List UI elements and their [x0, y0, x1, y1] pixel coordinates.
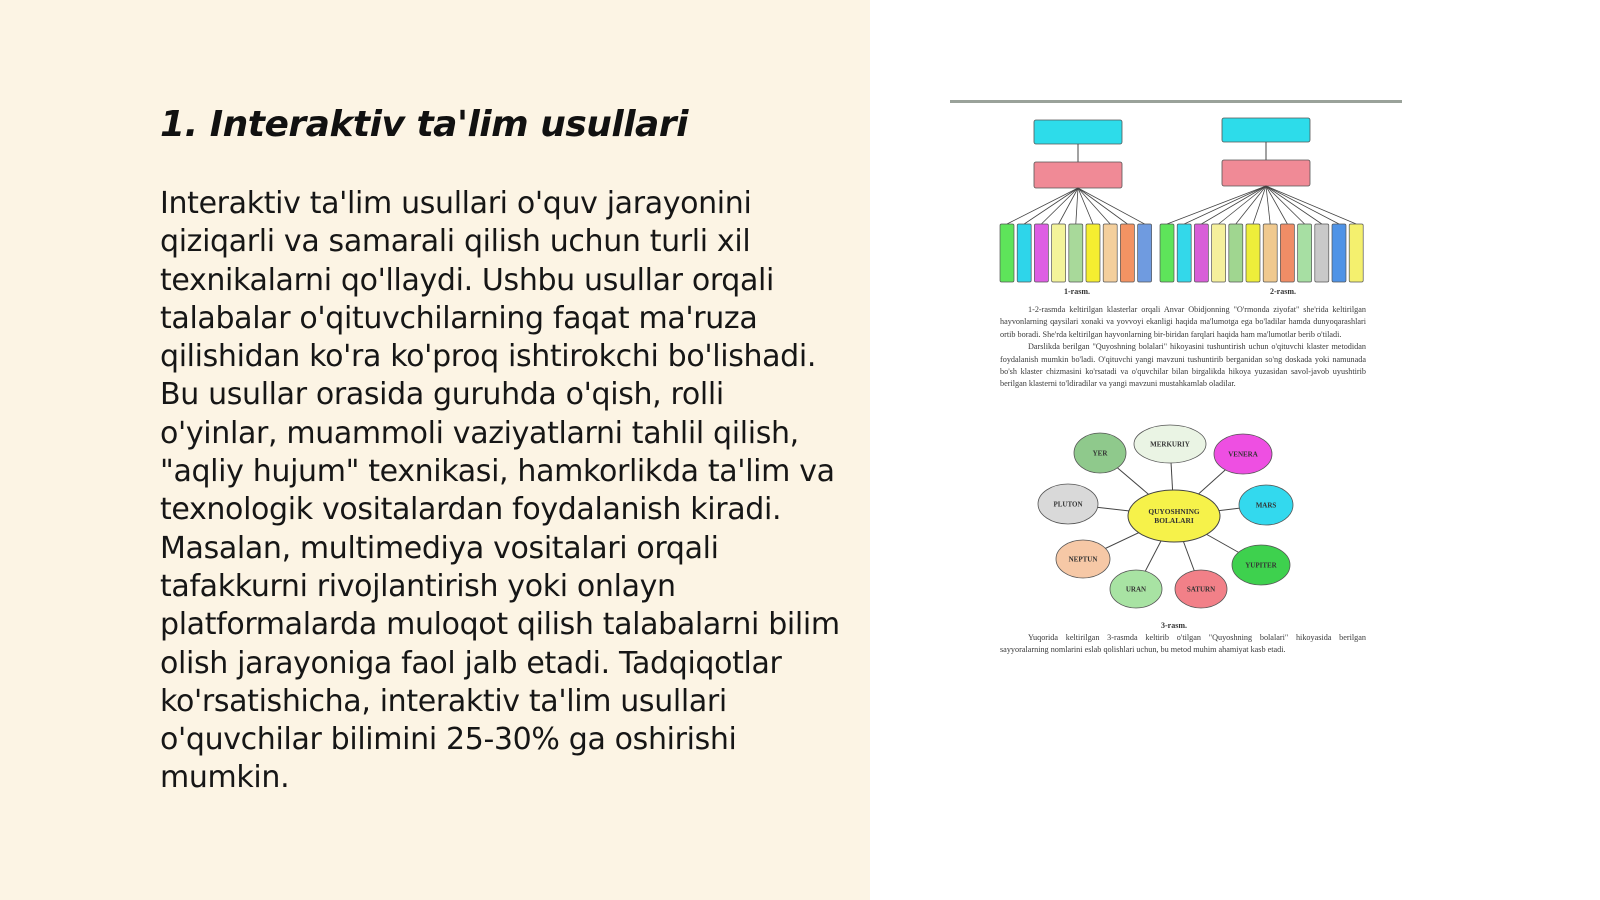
- planet-label-neptun: NEPTUN: [1068, 555, 1098, 564]
- planet-label-merkuriy: MERKURIY: [1150, 440, 1190, 449]
- planet-label-venera: VENERA: [1228, 450, 1258, 459]
- tree2-top-box: [1222, 118, 1310, 142]
- slide-body-text: Interaktiv ta'lim usullari o'quv jarayonini qiziqarli va samarali qilish uchun turli xil texnikalarni qo'llaydi. Ushbu usullar orqali talabalar o'qituvchilarning faqat ma'ruza qilishidan ko'ra ko'proq ishtirokchi bo'lishadi. Bu usullar orasida guruhda o'qish, rolli o'yinlar, muammoli vaziyatlarni tahlil qilish, "aqliy hujum" texnikasi, hamkorlikda ta'lim va texnologik vositalardan foydalanish kiradi. Masalan, multimediya vositalari orqali tafakkurni rivojlantirish yoki onlayn platformalarda muloqot qilish talabalarni bilim olish jarayoniga faol jalb etadi. Tadqiqotlar ko'rsatishicha, interaktiv ta'lim usullari o'quvchilar bilimini 25-30% ga oshirishi mumkin.: [160, 186, 840, 796]
- tree1-leaf-box: [1034, 224, 1048, 282]
- planet-cluster-diagram: [1038, 425, 1293, 608]
- paragraph-2: Darslikda berilgan "Quyoshning bolalari" hikoyasini tushuntirish uchun o'qituvchi klaster metodidan foydalanish mumkin bo'ladi. O'qituvchi yangi mavzuni tushuntirib berganidan so'ng doskada yoki namunada bo'sh klaster chizmasini ko'rsatadi va o'quvchilar bilan birgalikda hikoya yuzasidan savol-javob uyushtirib berilgan klasterni to'ldiradilar va yangi mavzuni mustahkamlab oladilar.: [1000, 342, 1366, 389]
- paragraph-1: 1-2-rasmda keltirilgan klasterlar orqali Anvar Obidjonning "O'rmonda ziyofat" she'rida keltirilgan hayvonlarning qaysilari xonaki va yovvoyi ekanligi haqida ma'lumotga ega bo'ladilar hamda dunyoqarashlari ortib boradi. She'rda keltirilgan hayvonlarning bir-biridan farqlari haqida ham ma'lumotlar berib o'tiladi.: [1000, 305, 1366, 339]
- document-figure: [950, 100, 1402, 680]
- planet-label-yupiter: YUPITER: [1245, 561, 1277, 570]
- tree1-branch-line: [1078, 188, 1110, 224]
- tree1-branch-line: [1007, 188, 1078, 224]
- tree2-leaf-box: [1160, 224, 1174, 282]
- tree2-leaf-box: [1349, 224, 1363, 282]
- paragraph-block-2: [1000, 632, 1366, 662]
- top-rule: [950, 100, 1402, 103]
- tree2-leaf-box: [1212, 224, 1226, 282]
- tree2-leaf-box: [1298, 224, 1312, 282]
- tree1-leaf-box: [1138, 224, 1152, 282]
- planet-label-yer: YER: [1092, 449, 1108, 458]
- tree1-branch-line: [1024, 188, 1078, 224]
- center-label-line1: QUYOSHNING: [1148, 507, 1200, 516]
- tree2-mid-box: [1222, 160, 1310, 186]
- cluster-diagram-2: [1160, 118, 1363, 282]
- tree1-branch-line: [1059, 188, 1078, 224]
- paragraph-3: Yuqorida keltirilgan 3-rasmda keltirib o'tilgan "Quyoshning bolalari" hikoyasida berilgan sayyoralarning nomlarini eslab qolishlari uchun, bu metod muhim ahamiyat kasb etadi.: [1000, 633, 1366, 655]
- slide-title: 1. Interaktiv ta'lim usullari: [160, 104, 688, 145]
- tree1-branch-line: [1076, 188, 1078, 224]
- tree1-mid-box: [1034, 162, 1122, 188]
- tree1-leaf-box: [1086, 224, 1100, 282]
- paragraph-block-1: [1000, 304, 1366, 416]
- tree1-leaf-box: [1120, 224, 1134, 282]
- planet-label-uran: URAN: [1125, 585, 1147, 594]
- tree2-branch-line: [1266, 186, 1356, 224]
- planet-label-mars: MARS: [1255, 501, 1277, 510]
- tree1-leaf-box: [1052, 224, 1066, 282]
- tree2-leaf-box: [1246, 224, 1260, 282]
- tree1-leaf-box: [1000, 224, 1014, 282]
- tree2-branch-line: [1266, 186, 1305, 224]
- tree2-leaf-box: [1332, 224, 1346, 282]
- tree2-leaf-box: [1194, 224, 1208, 282]
- document-scan-image: [950, 100, 1402, 680]
- tree2-leaf-box: [1229, 224, 1243, 282]
- tree1-branch-line: [1041, 188, 1078, 224]
- figure1-caption: 1-rasm.: [1064, 287, 1090, 296]
- tree2-leaf-box: [1315, 224, 1329, 282]
- tree2-branch-line: [1266, 186, 1322, 224]
- tree1-leaf-box: [1103, 224, 1117, 282]
- tree2-branch-line: [1201, 186, 1266, 224]
- tree2-leaf-box: [1263, 224, 1277, 282]
- tree1-leaf-box: [1069, 224, 1083, 282]
- figure2-caption: 2-rasm.: [1270, 287, 1296, 296]
- figure3-caption: 3-rasm.: [1161, 621, 1187, 630]
- tree1-top-box: [1034, 120, 1122, 144]
- cluster-diagram-1: [1000, 120, 1152, 282]
- tree2-leaf-box: [1177, 224, 1191, 282]
- planet-label-pluton: PLUTON: [1053, 500, 1083, 509]
- planet-label-saturn: SATURN: [1186, 585, 1216, 594]
- tree2-leaf-box: [1280, 224, 1294, 282]
- tree1-branch-line: [1078, 188, 1145, 224]
- tree1-leaf-box: [1017, 224, 1031, 282]
- center-label-line2: BOLALARI: [1154, 516, 1194, 525]
